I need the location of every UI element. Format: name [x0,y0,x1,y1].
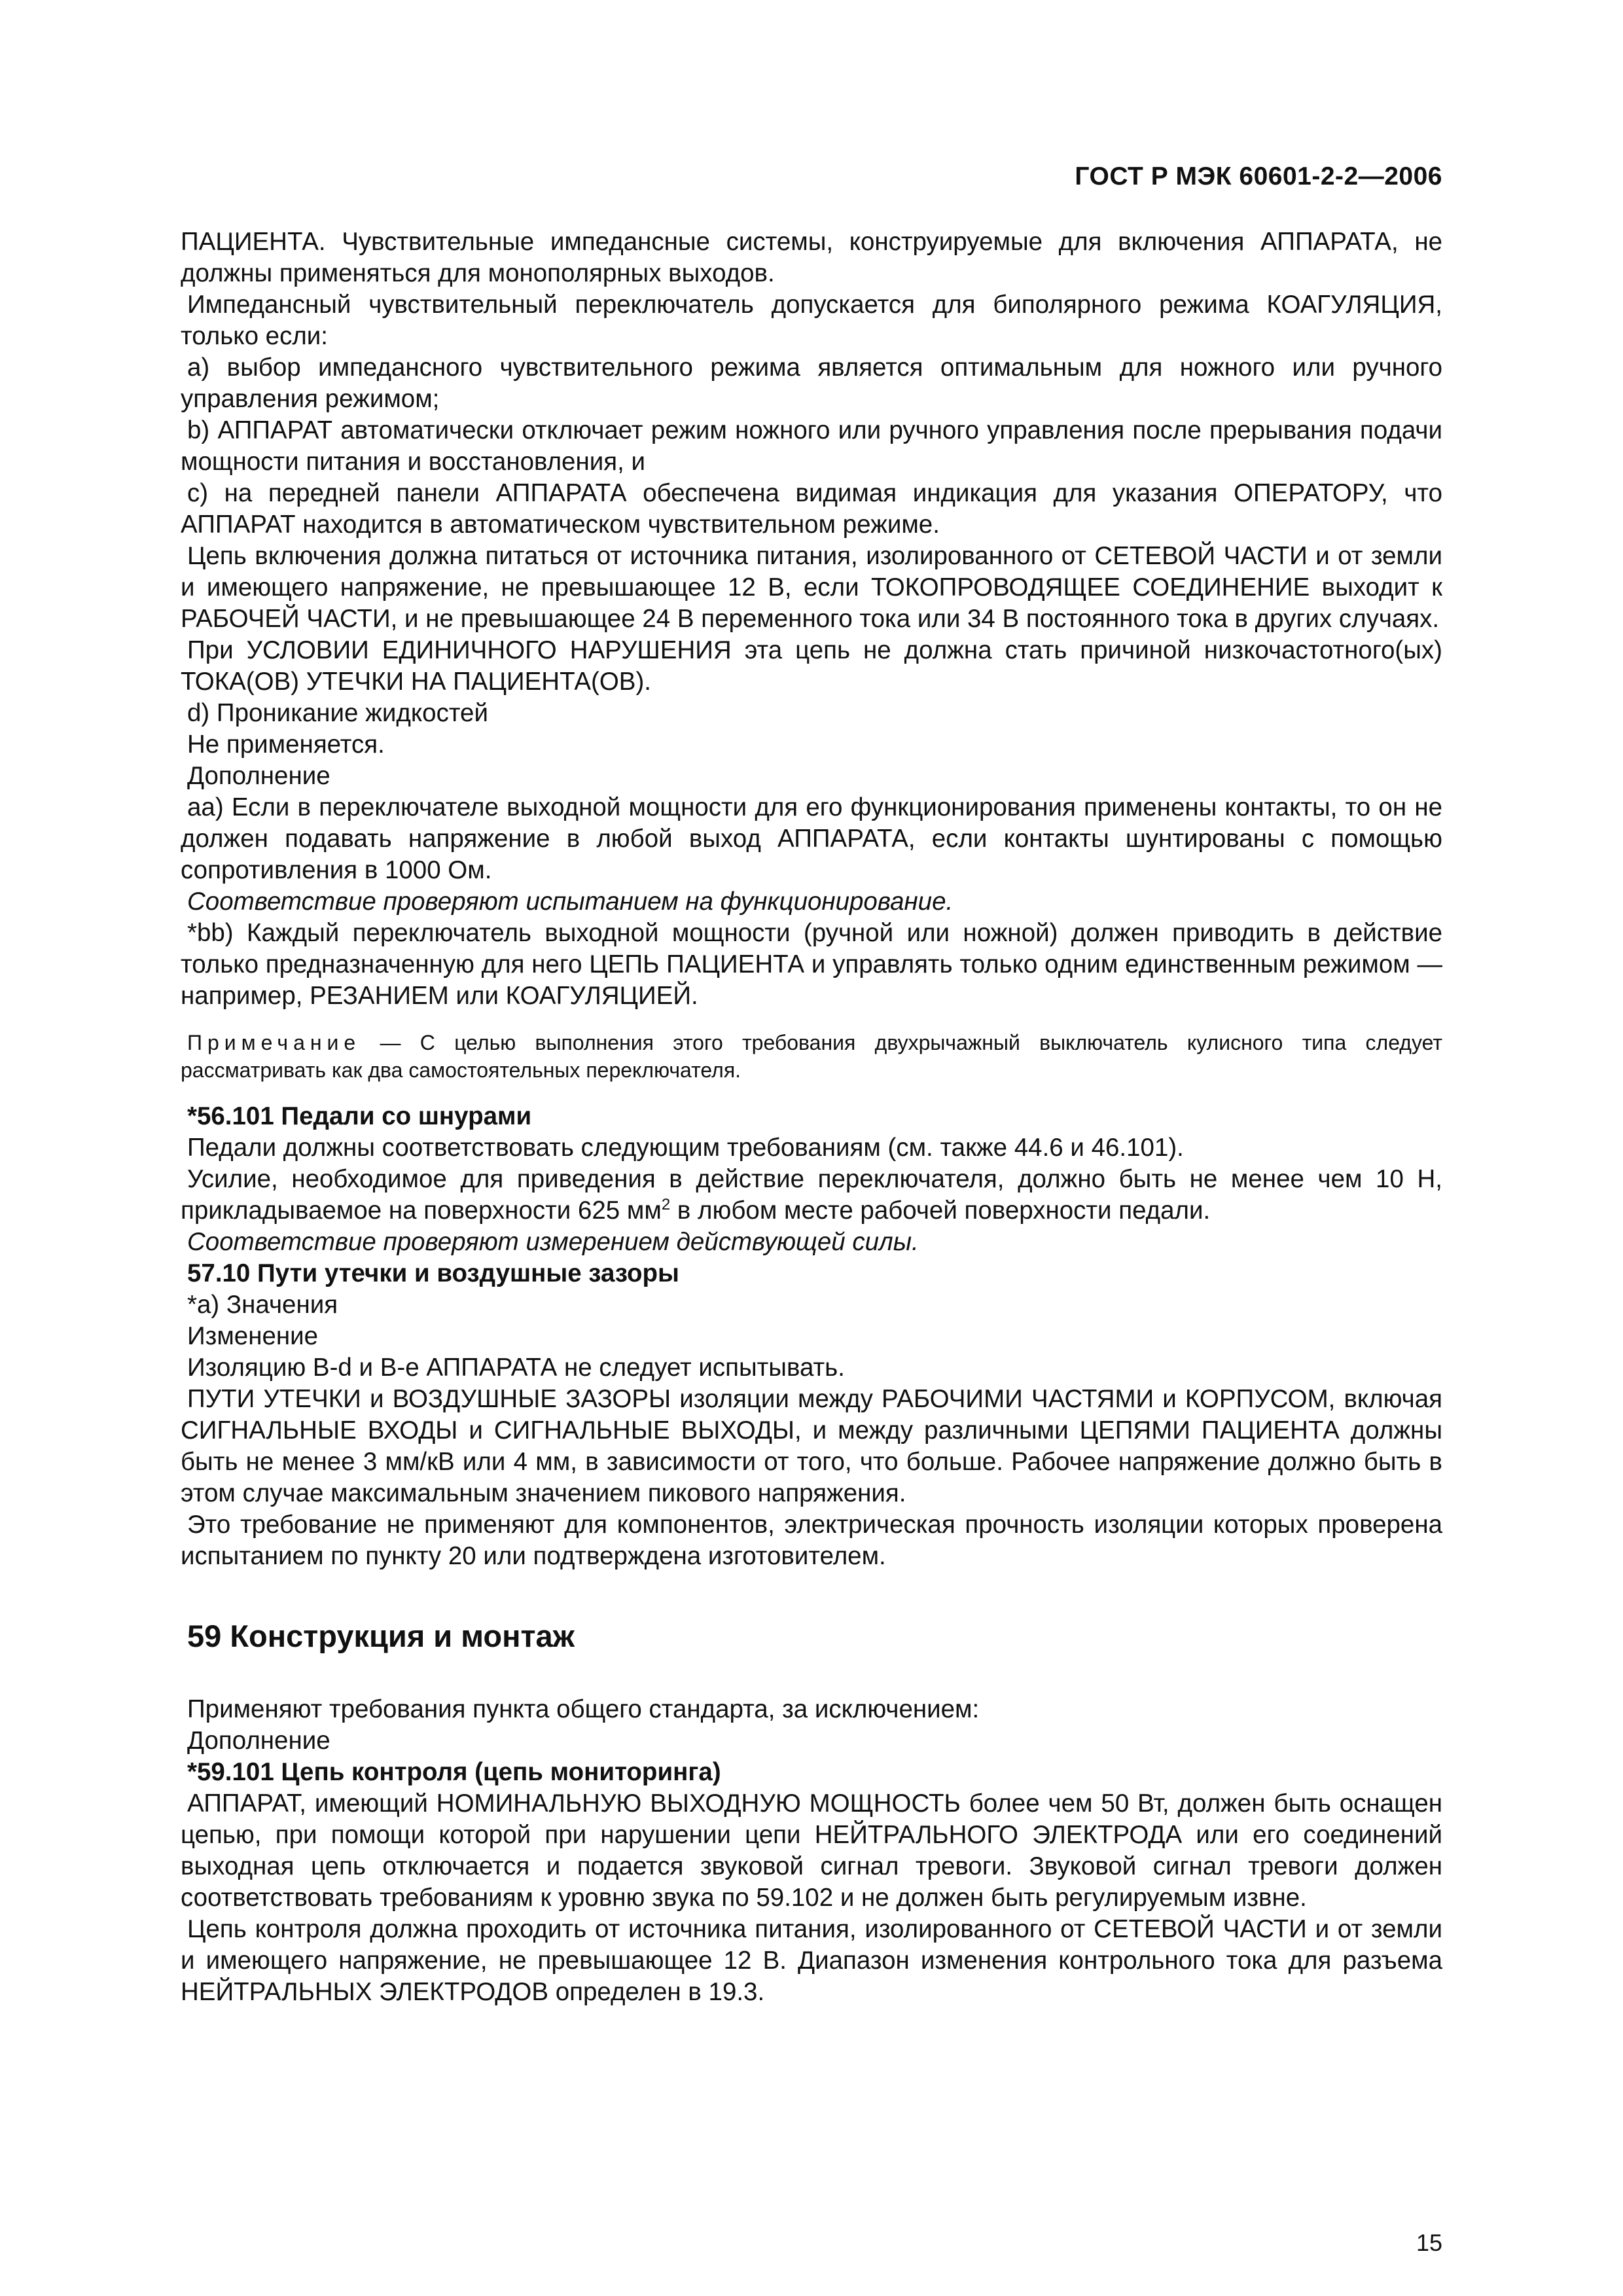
note-label: Примечание [187,1031,361,1054]
note-text: — С целью выполнения этого требования двухрычажный выключатель кулисного типа следует рассматривать как два самостоятельных переключателя. [181,1031,1443,1082]
section-heading: *59.101 Цепь контроля (цепь мониторинга) [187,1758,721,1786]
compliance-text: Соответствие проверяют измерением действующей силы. [187,1228,919,1256]
subclause-a: *a) Значения [187,1291,338,1319]
paragraph: Дополнение [187,762,330,790]
list-item-b: b) АППАРАТ автоматически отключает режим ножного или ручного управления после прерывания подачи мощности питания и восстановления, и [181,416,1442,476]
paragraph: Изоляцию B-d и B-e АППАРАТА не следует испытывать. [187,1354,845,1382]
paragraph: При УСЛОВИИ ЕДИНИЧНОГО НАРУШЕНИЯ эта цепь не должна стать причиной низкочастотного(ых) ТОКА(ОВ) УТЕЧКИ НА ПАЦИЕНТА(ОВ). [181,636,1442,696]
paragraph: Применяют требования пункта общего стандарта, за исключением: [187,1695,980,1723]
subclause-bb: *bb) Каждый переключатель выходной мощности (ручной или ножной) должен приводить в действие только предназначенную для него ЦЕПЬ ПАЦИЕНТА и управлять только одним единственным режимом — например, РЕЗАНИЕМ или КОАГУЛЯЦИЕЙ. [181,919,1442,1010]
paragraph: Не применяется. [187,730,385,759]
paragraph [181,289,1442,352]
paragraph: Это требование не применяют для компонентов, электрическая прочность изоляции которых проверена испытанием по пункту 20 или подтверждена изготовителем. [181,1511,1442,1570]
paragraph: ПАЦИЕНТА. Чувствительные импедансные системы, конструируемые для включения АППАРАТА, не должны применяться для монополярных выходов. [181,228,1442,287]
paragraph: ПУТИ УТЕЧКИ и ВОЗДУШНЫЕ ЗАЗОРЫ изоляции между РАБОЧИМИ ЧАСТЯМИ и КОРПУСОМ, включая СИГНАЛЬНЫЕ ВХОДЫ и СИГНАЛЬНЫЕ ВЫХОДЫ, и между различными ЦЕПЯМИ ПАЦИЕНТА должны быть не менее 3 мм/кВ или 4 мм, в зависимости от того, что больше. Рабочее напряжение должно быть в этом случае максимальным значением пикового напряжения. [181,1385,1442,1507]
paragraph: Дополнение [187,1727,330,1755]
note [181,1029,1442,1084]
paragraph-text: Усилие, необходимое для приведения в действие переключателя, должно быть не менее чем 10 Н, прикладываемое на поверхности 625 мм [181,1165,1442,1225]
paragraph: Изменение [187,1322,319,1350]
paragraph-text: Импедансный чувствительный переключатель допускается для биполярного режима КОАГУЛЯЦИЯ, только если: [181,291,1442,350]
paragraph: Цепь контроля должна проходить от источника питания, изолированного от СЕТЕВОЙ ЧАСТИ и от земли и имеющего напряжение, не превышающее 12 В. Диапазон изменения контрольного тока для разъема НЕЙТРАЛЬНЫХ ЭЛЕКТРОДОВ определен в 19.3. [181,1915,1442,2006]
page-content [181,226,1442,2008]
list-item-c: c) на передней панели АППАРАТА обеспечена видимая индикация для указания ОПЕРАТОРУ, что АППАРАТ находится в автоматическом чувствительном режиме. [181,479,1442,539]
page-number: 15 [1416,2229,1442,2256]
subclause-aa: aa) Если в переключателе выходной мощности для его функционирования применены контакты, то он не должен подавать напряжение в любой выход АППАРАТА, если контакты шунтированы с помощью сопротивления в 1000 Ом. [181,793,1442,884]
list-item-a: a) выбор импедансного чувствительного режима является оптимальным для ножного или ручного управления режимом; [181,353,1442,413]
compliance-text: Соответствие проверяют испытанием на функционирование. [187,888,954,916]
paragraph: АППАРАТ, имеющий НОМИНАЛЬНУЮ ВЫХОДНУЮ МОЩНОСТЬ более чем 50 Вт, должен быть оснащен цепью, при помощи которой при нарушении цепи НЕЙТРАЛЬНОГО ЭЛЕКТРОДА или его соединений выходная цепь отключается и подается звуковой сигнал тревоги. Звуковой сигнал тревоги должен соответствовать требованиям к уровню звука по 59.102 и не должен быть регулируемым извне. [181,1789,1442,1912]
chapter-heading: 59 Конструкция и монтаж [187,1619,575,1653]
superscript: 2 [661,1196,671,1214]
paragraph: Цепь включения должна питаться от источника питания, изолированного от СЕТЕВОЙ ЧАСТИ и от земли и имеющего напряжение, не превышающее 12 В, если ТОКОПРОВОДЯЩЕЕ СОЕДИНЕНИЕ выходит к РАБОЧЕЙ ЧАСТИ, и не превышающее 24 В переменного тока или 34 В постоянного тока в других случаях. [181,542,1442,633]
section-heading: *56.101 Педали со шнурами [187,1102,532,1130]
section-heading: 57.10 Пути утечки и воздушные зазоры [187,1259,679,1287]
running-header: ГОСТ Р МЭК 60601-2-2—2006 [1075,162,1442,190]
paragraph [181,1164,1442,1227]
subclause-d: d) Проникание жидкостей [187,699,488,727]
paragraph-text: в любом месте рабочей поверхности педали. [670,1196,1211,1225]
paragraph: Педали должны соответствовать следующим требованиям (см. также 44.6 и 46.101). [187,1134,1184,1162]
